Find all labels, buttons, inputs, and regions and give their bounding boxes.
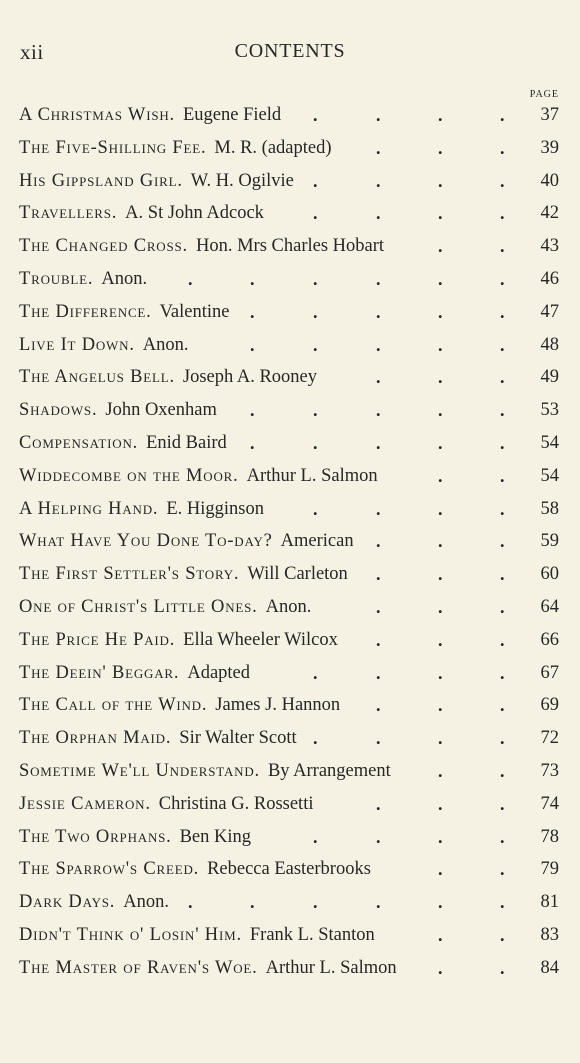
entry-author: Anon. bbox=[142, 334, 189, 355]
leader-dot: . bbox=[438, 301, 443, 322]
entry-page-number: 66 bbox=[540, 629, 559, 650]
leader-dot: . bbox=[500, 826, 505, 847]
entry-title: The First Settler's Story. bbox=[19, 564, 240, 585]
entry-page-number: 48 bbox=[540, 334, 559, 355]
contents-entry bbox=[0, 132, 580, 165]
leader-dot: . bbox=[500, 662, 505, 683]
entry-author: Ben King bbox=[179, 826, 252, 847]
entry-title: Jessie Cameron. bbox=[19, 793, 151, 814]
leader-dot: . bbox=[188, 892, 193, 913]
contents-entry bbox=[0, 165, 580, 198]
leader-dot: . bbox=[376, 564, 381, 585]
leader-dot: . bbox=[313, 892, 318, 913]
entry-page-number: 60 bbox=[540, 564, 559, 585]
leader-dot: . bbox=[438, 596, 443, 617]
contents-entry bbox=[0, 525, 580, 558]
leader-dot: . bbox=[500, 728, 505, 749]
entry-text bbox=[19, 329, 189, 362]
leader-dot: . bbox=[500, 596, 505, 617]
entry-text bbox=[19, 493, 264, 526]
contents-entry bbox=[0, 886, 580, 919]
entry-page-number: 53 bbox=[540, 400, 559, 421]
leader-dot: . bbox=[438, 170, 443, 191]
leader-dot: . bbox=[438, 105, 443, 125]
entry-text bbox=[19, 755, 391, 788]
leader-dot: . bbox=[500, 892, 505, 913]
leader-dot: . bbox=[438, 629, 443, 650]
entry-title: Trouble. bbox=[19, 268, 94, 289]
entry-page-number: 39 bbox=[540, 137, 559, 158]
leader-dot: . bbox=[376, 826, 381, 847]
entry-author: Enid Baird bbox=[146, 432, 227, 453]
entry-page-number: 59 bbox=[540, 531, 559, 552]
entry-text bbox=[19, 689, 340, 722]
entry-text bbox=[19, 525, 354, 558]
entry-title: The Orphan Maid. bbox=[19, 728, 172, 749]
leader-dot: . bbox=[376, 629, 381, 650]
leader-dot: . bbox=[188, 268, 193, 289]
entry-title: The Master of Raven's Woe. bbox=[19, 957, 258, 978]
leader-dot: . bbox=[438, 432, 443, 453]
leader-dot: . bbox=[376, 892, 381, 913]
leader-dot: . bbox=[500, 695, 505, 716]
leader-dot: . bbox=[438, 268, 443, 289]
entry-author: Arthur L. Salmon bbox=[265, 957, 397, 978]
contents-entry bbox=[0, 624, 580, 657]
entry-title: A Christmas Wish. bbox=[19, 105, 175, 125]
entry-text bbox=[19, 99, 281, 132]
leader-dot: . bbox=[438, 957, 443, 978]
leader-dot: . bbox=[438, 498, 443, 519]
leader-dot: . bbox=[438, 400, 443, 421]
entry-title: The Sparrow's Creed. bbox=[19, 859, 200, 880]
leader-dot: . bbox=[438, 793, 443, 814]
leader-dot: . bbox=[313, 334, 318, 355]
entry-text bbox=[19, 165, 294, 198]
contents-entry bbox=[0, 919, 580, 952]
entry-page-number: 79 bbox=[540, 859, 559, 880]
entry-title: Travellers. bbox=[19, 203, 118, 224]
leader-dot: . bbox=[500, 465, 505, 486]
entry-page-number: 37 bbox=[540, 105, 559, 125]
leader-dot: . bbox=[500, 760, 505, 781]
entry-page-number: 78 bbox=[540, 826, 559, 847]
entry-text bbox=[19, 263, 147, 296]
leader-dot: . bbox=[376, 728, 381, 749]
leader-dot: . bbox=[500, 334, 505, 355]
leader-dot: . bbox=[438, 203, 443, 224]
entry-title: The Two Orphans. bbox=[19, 826, 172, 847]
contents-entry bbox=[0, 329, 580, 362]
leader-dot: . bbox=[500, 105, 505, 125]
leader-dot: . bbox=[313, 400, 318, 421]
leader-dot: . bbox=[313, 301, 318, 322]
entry-title: The Call of the Wind. bbox=[19, 695, 208, 716]
leader-dot: . bbox=[500, 531, 505, 552]
leader-dot: . bbox=[438, 334, 443, 355]
entry-text bbox=[19, 624, 338, 657]
leader-dot: . bbox=[500, 859, 505, 880]
leader-dot: . bbox=[376, 400, 381, 421]
page-column-label: PAGE bbox=[529, 89, 559, 100]
leader-dot: . bbox=[500, 137, 505, 158]
entry-author: W. H. Ogilvie bbox=[190, 170, 294, 191]
contents-entry bbox=[0, 558, 580, 591]
entry-author: Valentine bbox=[159, 301, 230, 322]
leader-dot: . bbox=[500, 432, 505, 453]
entry-page-number: 47 bbox=[540, 301, 559, 322]
entry-title: The Difference. bbox=[19, 301, 152, 322]
entry-author: Arthur L. Salmon bbox=[246, 465, 378, 486]
entry-author: Sir Walter Scott bbox=[179, 728, 297, 749]
leader-dot: . bbox=[500, 564, 505, 585]
leader-dot: . bbox=[438, 662, 443, 683]
entry-text bbox=[19, 886, 169, 919]
leader-dot: . bbox=[438, 367, 443, 388]
leader-dot: . bbox=[313, 498, 318, 519]
leader-dot: . bbox=[438, 564, 443, 585]
leader-dot: . bbox=[250, 400, 255, 421]
entry-text bbox=[19, 197, 264, 230]
entry-author: American bbox=[280, 531, 354, 552]
leader-dot: . bbox=[438, 859, 443, 880]
leader-dot: . bbox=[500, 236, 505, 257]
contents-entry bbox=[0, 952, 580, 985]
entry-page-number: 49 bbox=[540, 367, 559, 388]
leader-dot: . bbox=[376, 203, 381, 224]
leader-dot: . bbox=[313, 662, 318, 683]
leader-dot: . bbox=[376, 170, 381, 191]
leader-dot: . bbox=[500, 301, 505, 322]
contents-entry bbox=[0, 296, 580, 329]
entry-text bbox=[19, 853, 371, 886]
entry-text bbox=[19, 460, 378, 493]
entry-title: Sometime We'll Understand. bbox=[19, 760, 260, 781]
entry-author: John Oxenham bbox=[105, 400, 217, 421]
leader-dot: . bbox=[500, 268, 505, 289]
entry-author: Eugene Field bbox=[182, 105, 282, 125]
leader-dot: . bbox=[313, 728, 318, 749]
entry-page-number: 58 bbox=[540, 498, 559, 519]
entry-author: Anon. bbox=[265, 596, 312, 617]
entry-author: Ella Wheeler Wilcox bbox=[183, 629, 338, 650]
leader-dot: . bbox=[438, 728, 443, 749]
entry-text bbox=[19, 394, 217, 427]
entry-page-number: 81 bbox=[540, 892, 559, 913]
leader-dot: . bbox=[376, 137, 381, 158]
contents-entry bbox=[0, 197, 580, 230]
entry-text bbox=[19, 952, 397, 985]
leader-dot: . bbox=[438, 137, 443, 158]
leader-dot: . bbox=[250, 432, 255, 453]
contents-entry bbox=[0, 99, 580, 132]
contents-entry bbox=[0, 427, 580, 460]
leader-dot: . bbox=[438, 924, 443, 945]
entry-author: Rebecca Easterbrooks bbox=[207, 859, 371, 880]
entry-title: The Changed Cross. bbox=[19, 236, 188, 257]
entry-page-number: 73 bbox=[540, 760, 559, 781]
entry-page-number: 54 bbox=[540, 432, 559, 453]
leader-dot: . bbox=[250, 268, 255, 289]
leader-dot: . bbox=[376, 695, 381, 716]
entry-text bbox=[19, 296, 229, 329]
leader-dot: . bbox=[376, 105, 381, 125]
contents-entry bbox=[0, 591, 580, 624]
entry-author: James J. Hannon bbox=[215, 695, 341, 716]
leader-dot: . bbox=[500, 170, 505, 191]
leader-dot: . bbox=[438, 465, 443, 486]
entry-author: Frank L. Stanton bbox=[249, 924, 375, 945]
leader-dot: . bbox=[250, 301, 255, 322]
entry-page-number: 42 bbox=[540, 203, 559, 224]
leader-dot: . bbox=[376, 367, 381, 388]
leader-dot: . bbox=[313, 203, 318, 224]
entry-page-number: 54 bbox=[540, 465, 559, 486]
entry-title: The Angelus Bell. bbox=[19, 367, 175, 388]
entry-author: E. Higginson bbox=[166, 498, 264, 519]
entry-page-number: 67 bbox=[540, 662, 559, 683]
entry-title: The Price He Paid. bbox=[19, 629, 176, 650]
entry-text bbox=[19, 558, 348, 591]
contents-entry bbox=[0, 460, 580, 493]
entry-title: Compensation. bbox=[19, 432, 139, 453]
leader-dot: . bbox=[376, 531, 381, 552]
leader-dot: . bbox=[376, 334, 381, 355]
leader-dot: . bbox=[376, 301, 381, 322]
leader-dot: . bbox=[376, 268, 381, 289]
entry-title: Live It Down. bbox=[19, 334, 135, 355]
contents-entry bbox=[0, 821, 580, 854]
leader-dot: . bbox=[313, 826, 318, 847]
entry-text bbox=[19, 919, 375, 952]
contents-entry bbox=[0, 361, 580, 394]
entry-author: Hon. Mrs Charles Hobart bbox=[195, 236, 385, 257]
entry-title: A Helping Hand. bbox=[19, 498, 159, 519]
contents-entry bbox=[0, 394, 580, 427]
leader-dot: . bbox=[376, 662, 381, 683]
entry-text bbox=[19, 427, 227, 460]
leader-dot: . bbox=[500, 400, 505, 421]
entry-title: The Five-Shilling Fee. bbox=[19, 137, 207, 158]
leader-dot: . bbox=[438, 892, 443, 913]
entry-text bbox=[19, 230, 384, 263]
entry-page-number: 69 bbox=[540, 695, 559, 716]
leader-dot: . bbox=[313, 432, 318, 453]
contents-entry bbox=[0, 657, 580, 690]
contents-list bbox=[0, 99, 580, 985]
entry-page-number: 64 bbox=[540, 596, 559, 617]
entry-author: Joseph A. Rooney bbox=[182, 367, 318, 388]
entry-title: Widdecombe on the Moor. bbox=[19, 465, 239, 486]
leader-dot: . bbox=[500, 957, 505, 978]
entry-author: Adapted bbox=[187, 662, 251, 683]
entry-author: Will Carleton bbox=[247, 564, 348, 585]
leader-dot: . bbox=[438, 760, 443, 781]
leader-dot: . bbox=[500, 498, 505, 519]
entry-title: Dark Days. bbox=[19, 892, 116, 913]
leader-dot: . bbox=[376, 596, 381, 617]
entry-title: His Gippsland Girl. bbox=[19, 170, 183, 191]
contents-entry bbox=[0, 493, 580, 526]
entry-text bbox=[19, 591, 311, 624]
leader-dot: . bbox=[500, 924, 505, 945]
leader-dot: . bbox=[438, 531, 443, 552]
entry-text bbox=[19, 821, 251, 854]
leader-dot: . bbox=[500, 203, 505, 224]
entry-author: Christina G. Rossetti bbox=[158, 793, 314, 814]
contents-entry bbox=[0, 788, 580, 821]
leader-dot: . bbox=[250, 334, 255, 355]
leader-dot: . bbox=[313, 105, 318, 125]
leader-dot: . bbox=[376, 793, 381, 814]
entry-text bbox=[19, 132, 332, 165]
leader-dot: . bbox=[438, 695, 443, 716]
entry-page-number: 72 bbox=[540, 728, 559, 749]
leader-dot: . bbox=[313, 268, 318, 289]
contents-entry bbox=[0, 689, 580, 722]
entry-author: A. St John Adcock bbox=[125, 203, 264, 224]
leader-dot: . bbox=[500, 629, 505, 650]
entry-page-number: 43 bbox=[540, 236, 559, 257]
entry-page-number: 83 bbox=[540, 924, 559, 945]
leader-dot: . bbox=[438, 236, 443, 257]
entry-text bbox=[19, 722, 297, 755]
entry-author: M. R. (adapted) bbox=[214, 137, 332, 158]
entry-author: Anon. bbox=[123, 892, 169, 913]
entry-page-number: 84 bbox=[540, 957, 559, 978]
page-number: xii bbox=[20, 40, 44, 64]
entry-title: The Deein' Beggar. bbox=[19, 662, 180, 683]
leader-dot: . bbox=[500, 367, 505, 388]
entry-title: What Have You Done To-day? bbox=[19, 531, 273, 552]
leader-dot: . bbox=[438, 826, 443, 847]
leader-dot: . bbox=[376, 432, 381, 453]
contents-entry bbox=[0, 263, 580, 296]
entry-text bbox=[19, 788, 313, 821]
entry-title: One of Christ's Little Ones. bbox=[19, 596, 258, 617]
entry-text bbox=[19, 657, 250, 690]
entry-page-number: 40 bbox=[540, 170, 559, 191]
leader-dot: . bbox=[313, 170, 318, 191]
contents-entry bbox=[0, 722, 580, 755]
entry-author: Anon. bbox=[101, 268, 148, 289]
entry-text bbox=[19, 361, 317, 394]
running-title: CONTENTS bbox=[234, 40, 346, 62]
contents-entry bbox=[0, 755, 580, 788]
entry-title: Didn't Think o' Losin' Him. bbox=[19, 924, 242, 945]
entry-page-number: 74 bbox=[540, 793, 559, 814]
contents-entry bbox=[0, 230, 580, 263]
leader-dot: . bbox=[376, 498, 381, 519]
contents-entry bbox=[0, 853, 580, 886]
entry-title: Shadows. bbox=[19, 400, 98, 421]
leader-dot: . bbox=[500, 793, 505, 814]
entry-page-number: 46 bbox=[540, 268, 559, 289]
entry-author: By Arrangement bbox=[267, 760, 391, 781]
leader-dot: . bbox=[250, 892, 255, 913]
